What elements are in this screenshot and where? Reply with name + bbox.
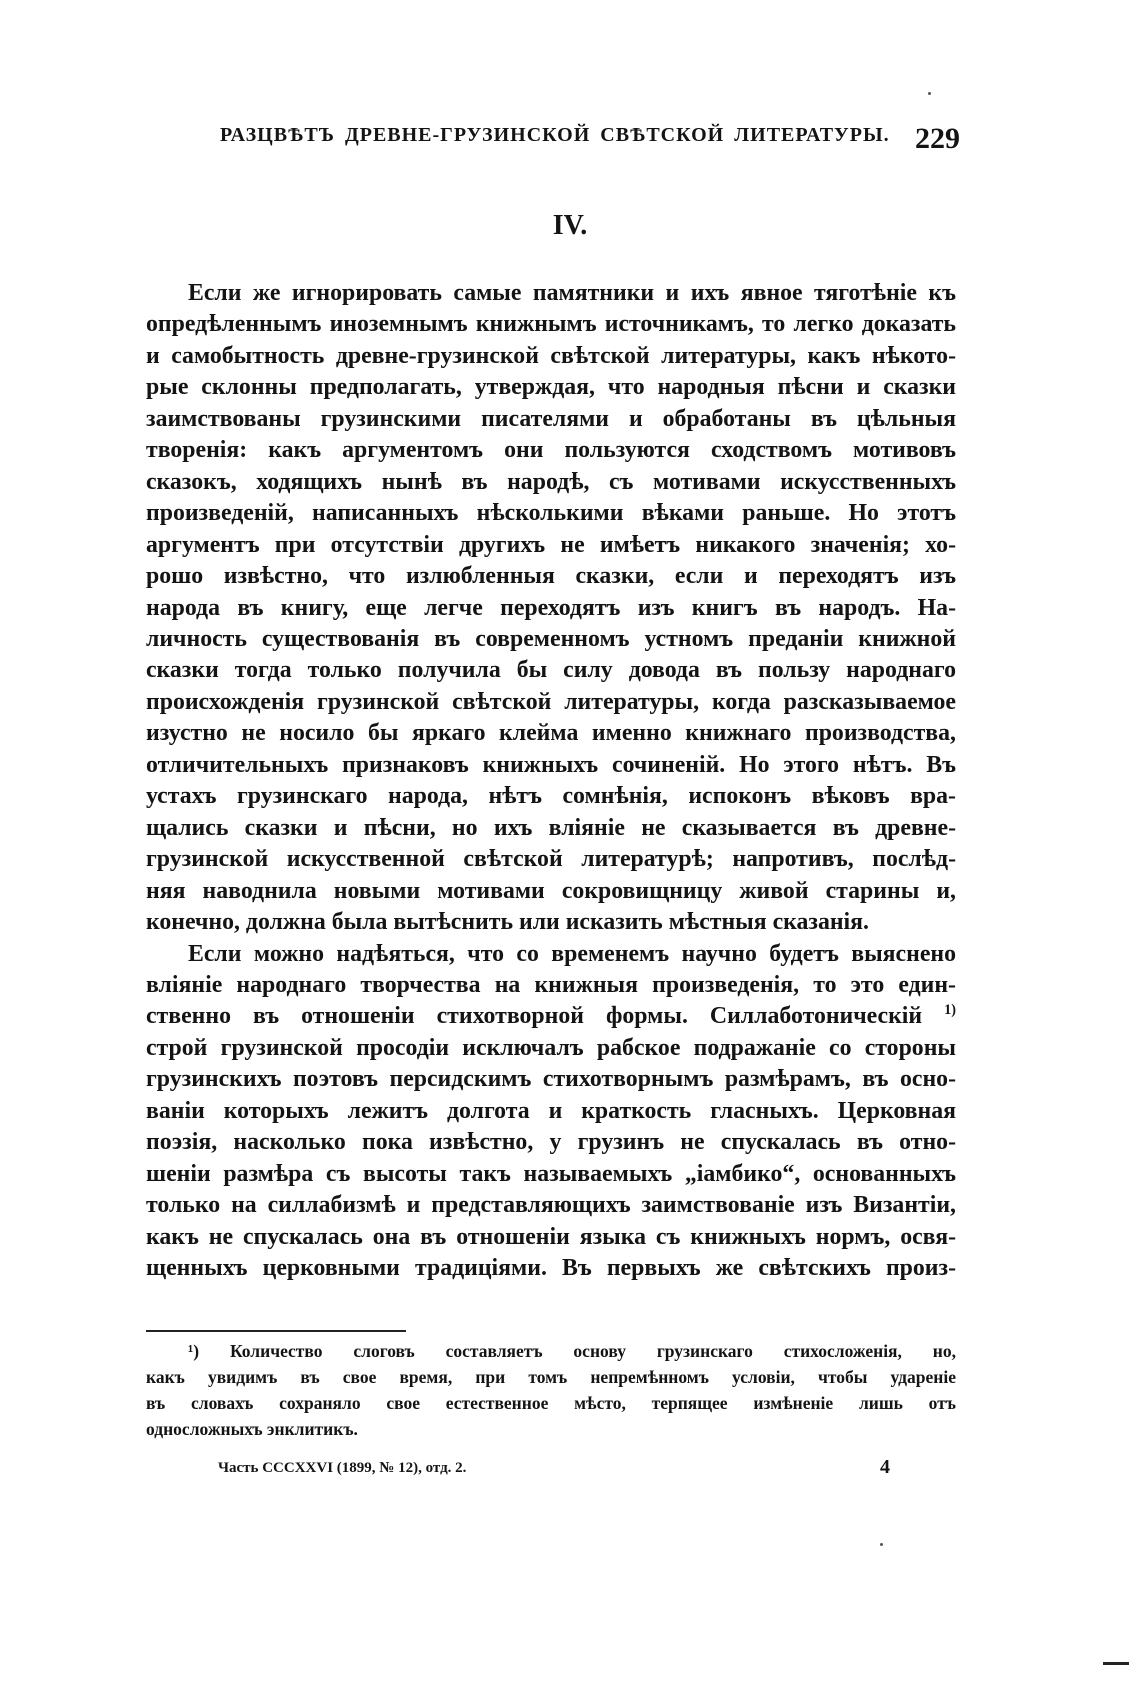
text-line: щались сказки и пѣсни, но ихъ вліяніе не сказывается въ древне-: [146, 814, 956, 841]
footnote-line: ¹) Количество слоговъ составляетъ основу грузинскаго стихосложенія, но,: [188, 1341, 956, 1361]
footnote-divider: [146, 1330, 406, 1332]
text-line: народа въ книгу, еще легче переходятъ изъ книгъ въ народъ. На-: [146, 594, 956, 621]
section-heading: IV.: [552, 210, 588, 241]
text-line: вліяніе народнаго творчества на книжныя произведенія, то это един-: [146, 971, 956, 998]
text-line: строй грузинской просодіи исключалъ рабское подражаніе со стороны: [146, 1034, 956, 1061]
speck: [880, 1543, 883, 1546]
page-number: 229: [915, 122, 960, 155]
text-line: происхожденія грузинской свѣтской литературы, когда разсказываемое: [146, 688, 956, 715]
speck: [928, 92, 931, 95]
text-line: отличительныхъ признаковъ книжныхъ сочиненій. Но этого нѣтъ. Въ: [146, 751, 956, 778]
text-line: какъ не спускалась она въ отношеніи языка съ книжныхъ нормъ, освя-: [146, 1223, 956, 1250]
edge-mark: [1103, 1662, 1129, 1665]
text-line: сказокъ, ходящихъ нынѣ въ народѣ, съ мотивами искусственныхъ: [146, 468, 956, 495]
running-title: РАЗЦВѢТЪ ДРЕВНЕ-ГРУЗИНСКОЙ СВѢТСКОЙ ЛИТЕРАТУРЫ.: [220, 124, 890, 146]
text-line: аргументъ при отсутствіи другихъ не имѣетъ никакого значенія; хо-: [146, 531, 956, 558]
text-line: Если же игнорировать самые памятники и ихъ явное тяготѣніе къ: [188, 280, 956, 306]
text-line: грузинскихъ поэтовъ персидскимъ стихотворнымъ размѣрамъ, въ осно-: [146, 1066, 956, 1093]
text-line: поэзія, насколько пока извѣстно, у грузинъ не спускалась въ отно-: [146, 1129, 956, 1156]
text-line: ваніи которыхъ лежитъ долгота и краткость гласныхъ. Церковная: [146, 1097, 956, 1124]
text-line: сказки тогда только получила бы силу довода въ пользу народнаго: [146, 657, 956, 684]
footnote-line: въ словахъ сохраняло свое естественное мѣсто, терпящее измѣненіе лишь отъ: [146, 1393, 956, 1413]
printer-signature: Часть CCCXXVI (1899, № 12), отд. 2.: [218, 1460, 467, 1476]
text-line: шеніи размѣра съ высоты такъ называемыхъ „іамбико“, основанныхъ: [146, 1160, 956, 1187]
text-line-content: ственно въ отношеніи стихотворной формы. Силлаботоническій: [146, 1003, 923, 1030]
text-line: заимствованы грузинскими писателями и обработаны въ цѣльныя: [146, 405, 956, 432]
text-line: и самобытность древне-грузинской свѣтской литературы, какъ нѣкото-: [146, 342, 956, 369]
footnote-line: какъ увидимъ въ свое время, при томъ непремѣнномъ условіи, чтобы удареніе: [146, 1367, 956, 1387]
text-line: только на силлабизмѣ и представляющихъ заимствованіе изъ Византіи,: [146, 1192, 956, 1219]
footnote-line: односложныхъ энклитикъ.: [146, 1419, 358, 1439]
text-line: рые склонны предполагать, утверждая, что народныя пѣсни и сказки: [146, 374, 956, 401]
footnote: [146, 1338, 956, 1442]
text-line: рошо извѣстно, что излюбленныя сказки, если и переходятъ изъ: [146, 563, 956, 590]
text-line: произведеній, написанныхъ нѣсколькими вѣками раньше. Но этотъ: [146, 500, 956, 527]
text-line: Если можно надѣяться, что со временемъ научно будетъ выяснено: [188, 940, 956, 967]
text-line: опредѣленнымъ иноземнымъ книжнымъ источникамъ, то легко доказать: [146, 311, 956, 338]
text-line: устахъ грузинскаго народа, нѣтъ сомнѣнія, испоконъ вѣковъ вра-: [146, 783, 956, 810]
text-line: няя наводнила новыми мотивами сокровищницу живой старины и,: [146, 877, 956, 904]
text-line: творенія: какъ аргументомъ они пользуются сходствомъ мотивовъ: [146, 437, 956, 464]
footnote-reference: 1): [944, 1002, 957, 1019]
text-line: [146, 1001, 956, 1032]
text-line: грузинской искусственной свѣтской литературѣ; напротивъ, послѣд-: [146, 846, 956, 873]
text-line: личность существованія въ современномъ устномъ преданіи книжной: [146, 625, 956, 652]
main-text: [146, 278, 956, 1285]
signature-mark: 4: [880, 1456, 890, 1478]
text-line: конечно, должна была вытѣснить или исказить мѣстныя сказанія.: [146, 909, 869, 936]
text-line: щенныхъ церковными традиціями. Въ первыхъ же свѣтскихъ произ-: [146, 1255, 956, 1282]
text-line: изустно не носило бы яркаго клейма именно книжнаго производства,: [146, 720, 956, 747]
